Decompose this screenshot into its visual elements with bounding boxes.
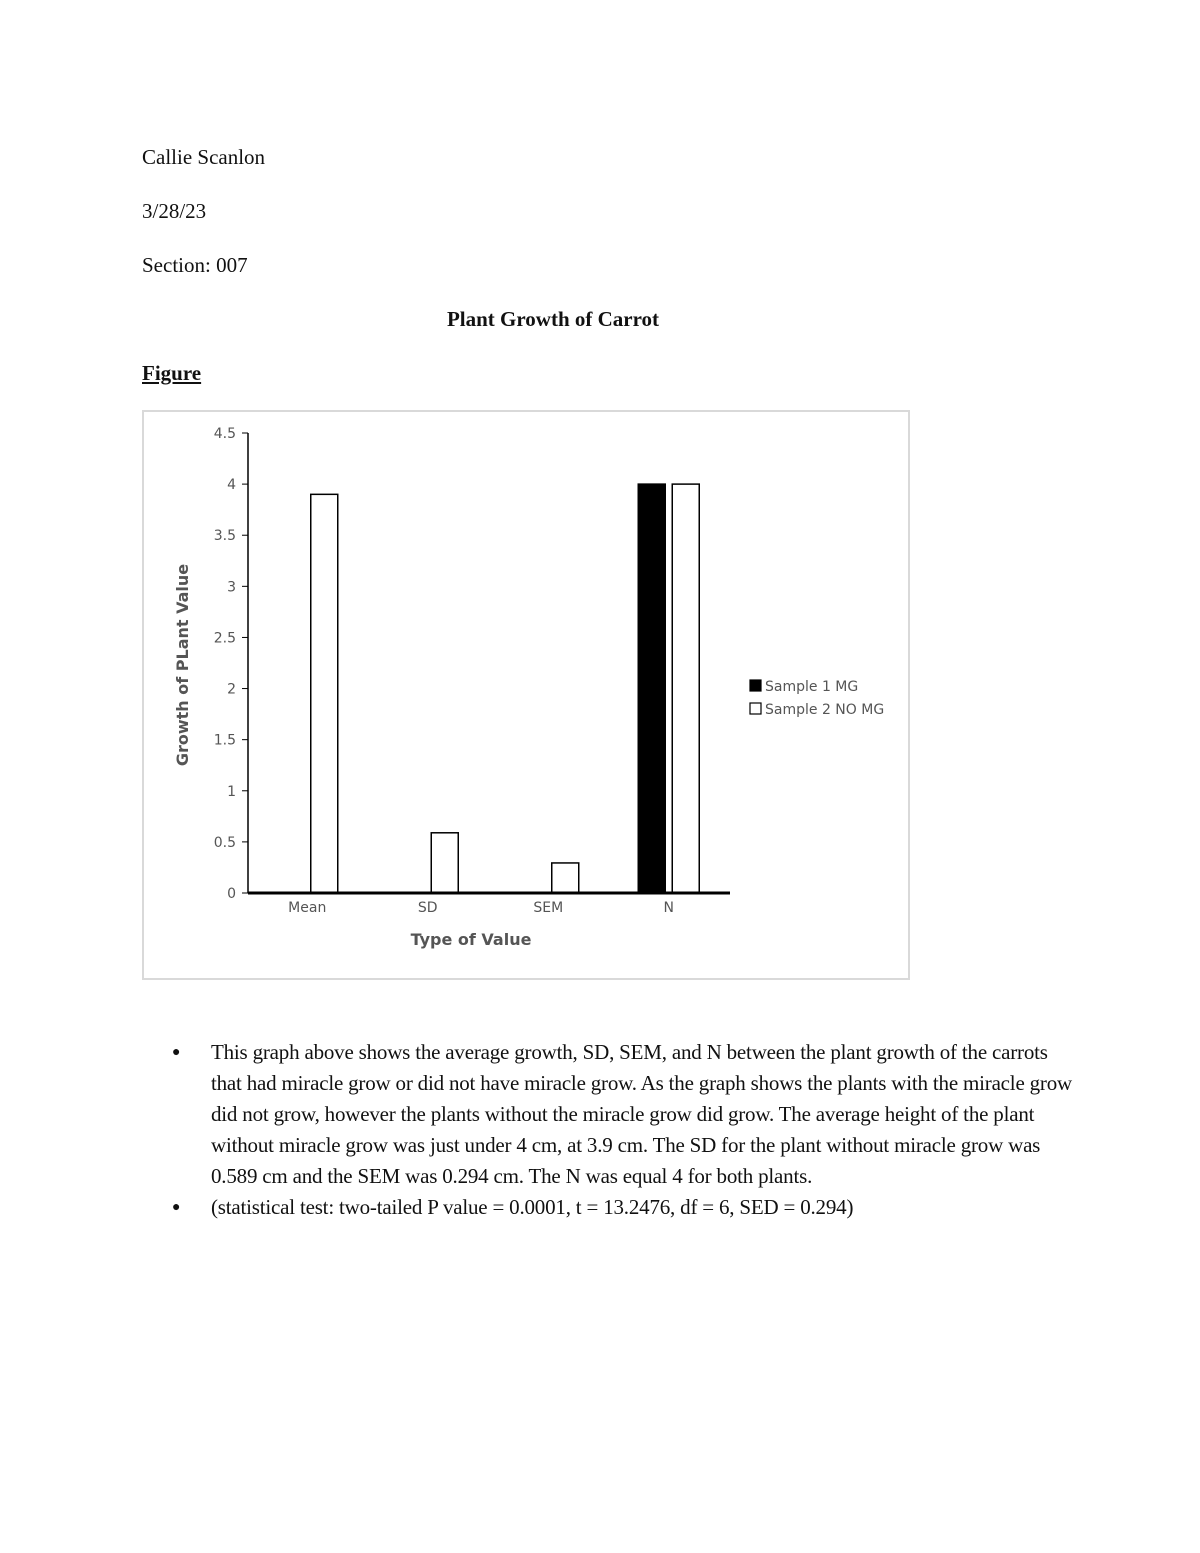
chart-frame (142, 410, 910, 980)
document-title: Plant Growth of Carrot (446, 307, 660, 331)
y-tick-label: 3.5 (213, 528, 236, 545)
bar-n-series-2 (672, 484, 699, 893)
legend-label-2: Sample 2 NO MG (765, 702, 885, 718)
bar-chart (144, 412, 908, 978)
figure-heading: Figure (142, 361, 202, 385)
date: 3/28/23 (142, 199, 207, 223)
bar-sd-series-2 (431, 833, 458, 893)
y-tick-label: 2 (227, 681, 236, 698)
section-label: Section: 007 (142, 253, 248, 277)
x-tick-label: SD (417, 900, 438, 916)
note-description: ● This graph above shows the average growth, SD, SEM, and N between the plant growth of the carrots that had miracle grow or did not have miracle grow. As the graph shows the plants with the miracle grow did not grow, however the plants without the miracle grow did grow. The average height of the plant without miracle grow was just under 4 cm, at 3.9 cm. The SD for the plant without miracle grow was 0.589 cm and the SEM was 0.294 cm. The N was equal 4 for both plants. (142, 1037, 1082, 1192)
y-tick-label: 0 (227, 886, 236, 902)
x-tick-label: N (663, 900, 674, 916)
y-tick-label: 4 (227, 477, 236, 494)
y-tick-label: 1.5 (213, 732, 236, 749)
x-tick-label: Mean (288, 900, 327, 916)
y-tick-label: 4.5 (213, 426, 236, 442)
x-tick-label: SEM (533, 900, 564, 916)
legend-swatch-2 (750, 703, 761, 714)
y-tick-label: 3 (227, 579, 236, 596)
note-statistics: ● (statistical test: two-tailed P value = 0.0001, t = 13.2476, df = 6, SED = 0.294) (142, 1192, 1082, 1223)
y-tick-label: 2.5 (213, 630, 236, 647)
legend-swatch-1 (750, 680, 761, 691)
bar-mean-series-2 (311, 494, 338, 893)
bar-n-series-1 (638, 484, 665, 893)
legend-label-1: Sample 1 MG (765, 679, 859, 695)
notes-list (142, 1037, 1082, 1223)
x-axis-title: Type of Value (410, 930, 532, 949)
y-tick-label: 0.5 (213, 834, 236, 851)
y-tick-label: 1 (227, 783, 236, 800)
author-name: Callie Scanlon (142, 145, 266, 169)
y-axis-title: Growth of PLant Value (173, 563, 192, 767)
bar-sem-series-2 (552, 863, 579, 893)
